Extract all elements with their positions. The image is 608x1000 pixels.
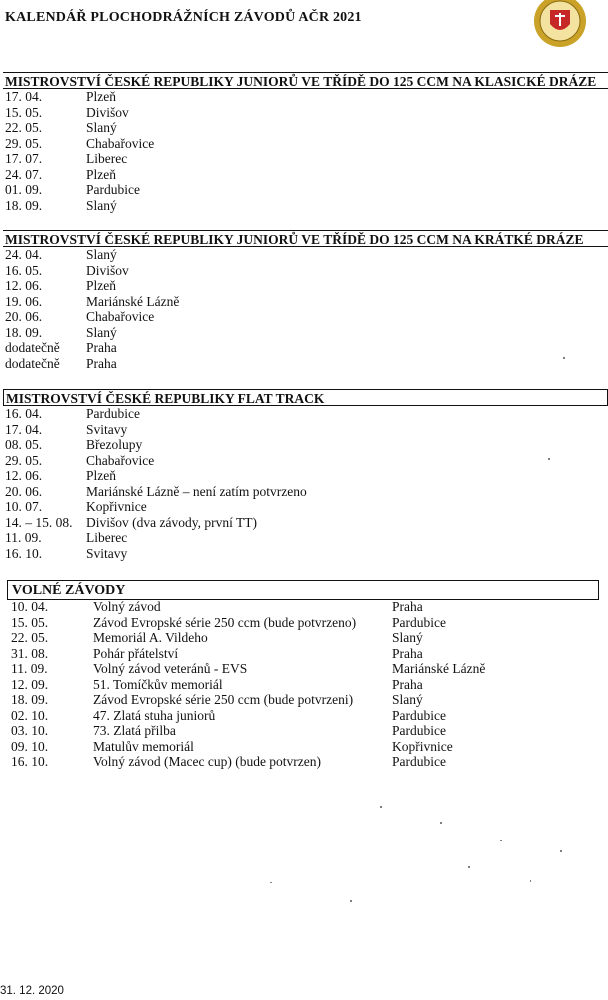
race-place: Slaný bbox=[392, 630, 423, 645]
acr-emblem-icon bbox=[533, 0, 587, 48]
race-date: dodatečně bbox=[5, 340, 60, 355]
race-date: 12. 06. bbox=[5, 278, 43, 293]
race-place: Slaný bbox=[86, 324, 117, 340]
race-place: Praha bbox=[392, 645, 423, 661]
race-date: 24. 04. bbox=[5, 247, 43, 262]
race-name: Matulův memoriál bbox=[93, 738, 194, 754]
race-date: 11. 09. bbox=[11, 661, 48, 676]
race-name: 47. Zlatá stuha juniorů bbox=[93, 707, 216, 723]
race-date: 08. 05. bbox=[5, 437, 43, 452]
race-date: 16. 10. bbox=[5, 545, 43, 561]
race-place: Slaný bbox=[86, 247, 117, 262]
race-date: 29. 05. bbox=[5, 135, 43, 151]
race-date: 20. 06. bbox=[5, 483, 43, 499]
race-place: Pardubice bbox=[86, 182, 140, 197]
race-date: 22. 05. bbox=[11, 630, 49, 645]
race-place: Chabařovice bbox=[86, 309, 155, 324]
race-date: 16. 04. bbox=[5, 406, 43, 421]
race-date: dodatečně bbox=[5, 355, 60, 371]
race-place: Svitavy bbox=[86, 421, 128, 437]
footer-date: 31. 12. 2020 bbox=[0, 985, 64, 997]
race-place: Praha bbox=[86, 340, 117, 355]
race-date: 03. 10. bbox=[11, 723, 49, 738]
race-name: Volný závod veteránů - EVS bbox=[93, 661, 248, 676]
race-place: Mariánské Lázně bbox=[86, 293, 180, 309]
section-heading-junior-classic: MISTROVSTVÍ ČESKÉ REPUBLIKY JUNIORŮ VE TŘÍDĚ DO 125 CCM NA KLASICKÉ DRÁZE bbox=[3, 72, 608, 89]
race-place: Slaný bbox=[392, 692, 423, 707]
race-date: 22. 05. bbox=[5, 120, 43, 135]
section-heading-free-races: VOLNÉ ZÁVODY bbox=[7, 580, 599, 600]
race-date: 11. 09. bbox=[5, 530, 42, 545]
race-place: Praha bbox=[392, 676, 423, 692]
race-date: 29. 05. bbox=[5, 452, 43, 468]
race-date: 31. 08. bbox=[11, 645, 49, 661]
race-place: Pardubice bbox=[392, 723, 446, 738]
race-date: 20. 06. bbox=[5, 309, 43, 324]
race-date: 18. 09. bbox=[5, 324, 43, 340]
race-place: Plzeň bbox=[86, 468, 116, 483]
race-place: Plzeň bbox=[86, 89, 116, 104]
race-date: 16. 10. bbox=[11, 754, 49, 769]
race-place: Březolupy bbox=[86, 437, 143, 452]
race-date: 17. 04. bbox=[5, 421, 43, 437]
race-place: Mariánské Lázně bbox=[392, 661, 486, 676]
race-place: Pardubice bbox=[392, 754, 446, 769]
race-place: Pardubice bbox=[392, 614, 446, 630]
race-place: Chabařovice bbox=[86, 135, 155, 151]
race-place: Plzeň bbox=[86, 278, 116, 293]
race-place: Liberec bbox=[86, 530, 128, 545]
race-date: 12. 06. bbox=[5, 468, 43, 483]
race-date: 02. 10. bbox=[11, 707, 49, 723]
race-place: Praha bbox=[86, 355, 117, 371]
race-date: 01. 09. bbox=[5, 182, 43, 197]
race-name: 51. Tomíčkův memoriál bbox=[93, 676, 223, 692]
race-date: 18. 09. bbox=[5, 197, 43, 213]
race-name: Pohár přátelství bbox=[93, 645, 179, 661]
section-heading-junior-short: MISTROVSTVÍ ČESKÉ REPUBLIKY JUNIORŮ VE TŘÍDĚ DO 125 CCM NA KRÁTKÉ DRÁZE bbox=[3, 230, 608, 247]
document-title: KALENDÁŘ PLOCHODRÁŽNÍCH ZÁVODŮ AČR 2021 bbox=[5, 10, 362, 25]
race-date: 10. 04. bbox=[11, 599, 49, 614]
race-date: 17. 07. bbox=[5, 151, 43, 166]
race-name: Závod Evropské série 250 ccm (bude potvrzeni) bbox=[93, 692, 354, 707]
race-place: Svitavy bbox=[86, 545, 128, 561]
race-place: Divišov (dva závody, první TT) bbox=[86, 514, 257, 530]
race-place: Pardubice bbox=[86, 406, 140, 421]
race-place: Slaný bbox=[86, 197, 117, 213]
race-place: Praha bbox=[392, 599, 423, 614]
race-date: 16. 05. bbox=[5, 262, 43, 278]
race-name: Volný závod (Macec cup) (bude potvrzen) bbox=[93, 754, 322, 769]
race-place: Divišov bbox=[86, 262, 129, 278]
race-date: 15. 05. bbox=[11, 614, 49, 630]
race-date: 15. 05. bbox=[5, 104, 43, 120]
race-place: Plzeň bbox=[86, 166, 116, 182]
race-place: Mariánské Lázně – není zatím potvrzeno bbox=[86, 483, 307, 499]
race-name: Závod Evropské série 250 ccm (bude potvrzeno) bbox=[93, 614, 357, 630]
race-date: 14. – 15. 08. bbox=[5, 514, 73, 530]
section-heading-flat-track: MISTROVSTVÍ ČESKÉ REPUBLIKY FLAT TRACK bbox=[3, 389, 608, 406]
race-date: 12. 09. bbox=[11, 676, 49, 692]
race-place: Kopřivnice bbox=[392, 738, 453, 754]
race-place: Divišov bbox=[86, 104, 129, 120]
race-place: Kopřivnice bbox=[86, 499, 147, 514]
race-date: 18. 09. bbox=[11, 692, 49, 707]
race-date: 09. 10. bbox=[11, 738, 49, 754]
race-place: Slaný bbox=[86, 120, 117, 135]
race-place: Chabařovice bbox=[86, 452, 155, 468]
race-place: Liberec bbox=[86, 151, 128, 166]
race-date: 19. 06. bbox=[5, 293, 43, 309]
race-date: 10. 07. bbox=[5, 499, 43, 514]
race-name: Memoriál A. Vildeho bbox=[93, 630, 208, 645]
race-date: 17. 04. bbox=[5, 89, 43, 104]
race-name: Volný závod bbox=[93, 599, 161, 614]
race-date: 24. 07. bbox=[5, 166, 43, 182]
race-name: 73. Zlatá přilba bbox=[93, 723, 176, 738]
race-place: Pardubice bbox=[392, 707, 446, 723]
